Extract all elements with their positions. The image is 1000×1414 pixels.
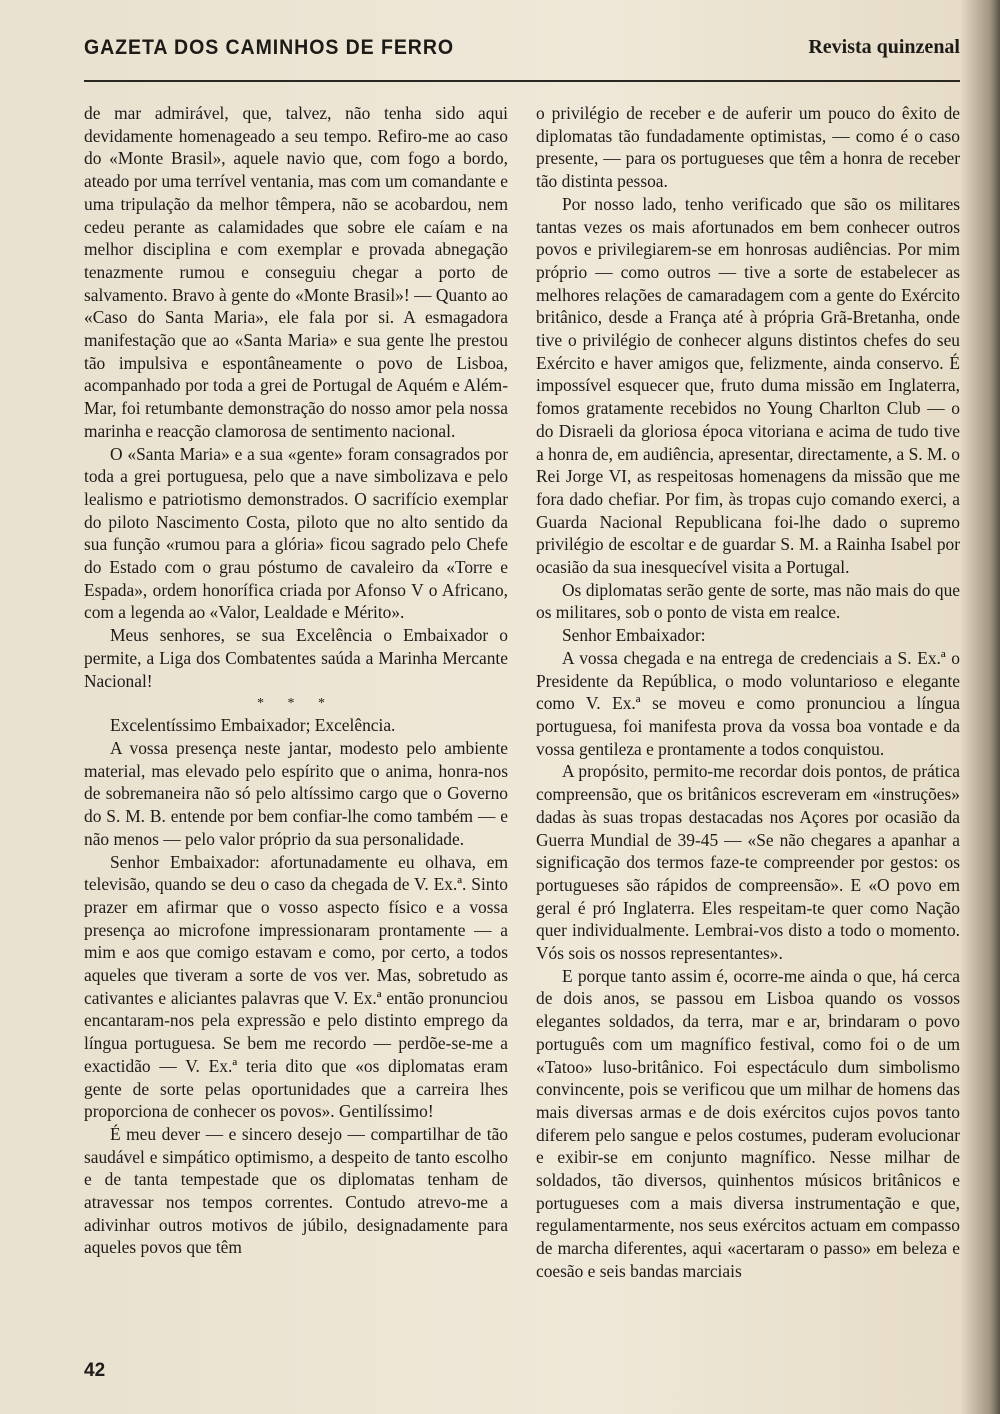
paragraph: de mar admirável, que, talvez, não tenha sido aqui devidamente homenageado a seu tempo. Refiro-me ao caso do «Monte Brasil», aquele navio que, com fogo a bordo, ateado por uma terrível ventania, mas com um comandante e uma tripulação da melhor têmpera, não se acobardou, nem cedeu perante as calamidades que sobre ele caíam e na melhor disciplina e com exemplar e provada abnegação tenazmente rumou e conseguiu chegar a porto de salvamento. Bravo à gente do «Monte Brasil»! — Quanto ao «Caso do Santa Maria», ele fala por si. A esmagadora manifestação que ao «Santa Maria» e sua gente lhe prestou tão impulsiva e espontâneamente o povo de Lisboa, acompanhado por toda a grei de Portugal de Aquém e Além-Mar, foi retumbante demonstração do nosso amor pela nossa marinha e reacção clamorosa de sentimento nacional. <box>84 103 508 441</box>
paragraph: Senhor Embaixador: afortunadamente eu olhava, em televisão, quando se deu o caso da chegada de V. Ex.ª. Sinto prazer em afirmar que o vosso aspecto físico e a vossa presença ao microfone impressionaram prontamente — a mim e aos que comigo estavam e como, por certo, a todos aqueles que tiveram a sorte de vos ver. Mas, sobretudo as cativantes e aliciantes palavras que V. Ex.ª então pronunciou encantaram-nos pela expressão e pelo distinto emprego da língua portuguesa. Se bem me recordo — perdõe-se-me a exactidão — V. Ex.ª teria dito que «os diplomatas eram gente de sorte pelas oportunidades que a carreira lhes proporciona de conhecer os povos». Gentilíssimo! <box>84 851 508 1122</box>
paragraph: A vossa presença neste jantar, modesto pelo ambiente material, mas elevado pelo espírito que o anima, honra-nos de sobremaneira não só pelo altíssimo cargo que o Governo do S. M. B. entende por bem confiar-lhe como também — e não menos — pelo valor próprio da sua personalidade. <box>84 737 508 849</box>
paragraph: É meu dever — e sincero desejo — compartilhar de tão saudável e simpático optimismo, a despeito de tanto escolho e de tanta tempestade que os diplomatas tenham de atravessar nos tempos correntes. Contudo atrevo-me a adivinhar outros motivos de júbilo, designadamente para aqueles povos que têm <box>84 1123 508 1258</box>
paragraph: O «Santa Maria» e a sua «gente» foram consagrados por toda a grei portuguesa, pelo que a nave simbolizava e pelo lealismo e patriotismo demonstrados. O sacrifício exemplar do piloto Nascimento Costa, piloto que no alto sentido da sua função «rumou para a glória» ficou sagrado pelo Chefe do Estado com o grau póstumo de cavaleiro da «Torre e Espada», ordem honorífica criada por Afonso V o Africano, com a legenda ao «Valor, Lealdade e Mérito». <box>84 443 508 623</box>
left-column <box>84 102 508 1259</box>
page-number: 42 <box>84 1360 106 1381</box>
paragraph: A propósito, permito-me recordar dois pontos, de prática compreensão, que os britânicos escreveram em «instruções» dadas às suas tropas destacadas nos Açores por ocasião da Guerra Mundial de 39-45 — «Se não chegares a apanhar a significação dos termos faze-te compreender por gestos: os portugueses são rápidos de compreensão». E «O povo em geral é pró Inglaterra. Eles respeitam-te quer como Nação quer individualmente. Lembrai-vos disto a todo o momento. Vós sois os nossos representantes». <box>536 761 960 964</box>
header-rule <box>84 80 960 82</box>
section-separator: * * * <box>257 696 335 712</box>
paragraph: E porque tanto assim é, ocorre-me ainda o que, há cerca de dois anos, se passou em Lisboa quando os vossos elegantes soldados, da terra, mar e ar, brindaram o povo português com um magnífico festival, como foi o de um «Tatoo» luso-britânico. Foi espectáculo dum simbolismo convincente, pois se verificou que um milhar de homens das mais diversas armas e de dois exércitos cujos povos tanto diferem pelo sangue e pelos costumes, puderam evolucionar e exibir-se em conjunto magnífico. Nesse milhar de soldados, tão diversos, quinhentos músicos britânicos e portugueses com a mais diversa instrumentação e que, regulamentarmente, nos seus exércitos actuam em compasso de marcha diferentes, aqui «acertaram o passo» em beleza e coesão e seis bandas marciais <box>536 965 960 1281</box>
paragraph: Os diplomatas serão gente de sorte, mas não mais do que os militares, sob o ponto de vista em realce. <box>536 579 960 623</box>
paragraph: Senhor Embaixador: <box>562 625 706 646</box>
right-column <box>536 102 960 1283</box>
journal-subtitle: Revista quinzenal <box>808 36 960 58</box>
paragraph: Por nosso lado, tenho verificado que são os militares tantas vezes os mais afortunados em bem conhecer outros povos e privilegiarem-se em honrosas audiências. Por mim próprio — como outros — tive a sorte de estabelecer as melhores relações de camaradagem com a gente do Exército britânico, desde a França até à própria Grã-Bretanha, onde tive o privilégio de conhecer alguns distintos chefes do seu Exército e haver amigos que, felizmente, ainda conservo. É impossível esquecer que, fruto duma missão em Inglaterra, fomos gratamente recebidos no Young Charlton Club — o do Disraeli da gloriosa época vitoriana e acima de tudo tive a honra de, em audiência, apresentar, directamente, a S. M. o Rei Jorge VI, as respeitosas homenagens da missão que me fora dado chefiar. Por fim, às tropas cujo comando exerci, a Guarda Nacional Republicana foi-lhe dado o supremo privilégio de escoltar e de guardar S. M. a Rainha Isabel por ocasião da sua inesquecível visita a Portugal. <box>536 193 960 578</box>
paragraph: Excelentíssimo Embaixador; Excelência. <box>110 715 396 736</box>
page-header <box>84 34 960 70</box>
paragraph: A vossa chegada e na entrega de credenciais a S. Ex.ª o Presidente da República, o modo voluntarioso e elegante como V. Ex.ª se moveu e como pronunciou a língua portuguesa, foi manifesta prova da vossa boa vontade e da vossa gentileza e prontamente a todos conquistou. <box>536 647 960 759</box>
paragraph: o privilégio de receber e de auferir um pouco do êxito de diplomatas tão fundadamente optimistas, — como é o caso presente, — para os portugueses que têm a honra de receber tão distinta pessoa. <box>536 103 960 192</box>
paragraph: Meus senhores, se sua Excelência o Embaixador o permite, a Liga dos Combatentes saúda a Marinha Mercante Nacional! <box>84 625 508 691</box>
journal-title: GAZETA DOS CAMINHOS DE FERRO <box>84 36 454 59</box>
